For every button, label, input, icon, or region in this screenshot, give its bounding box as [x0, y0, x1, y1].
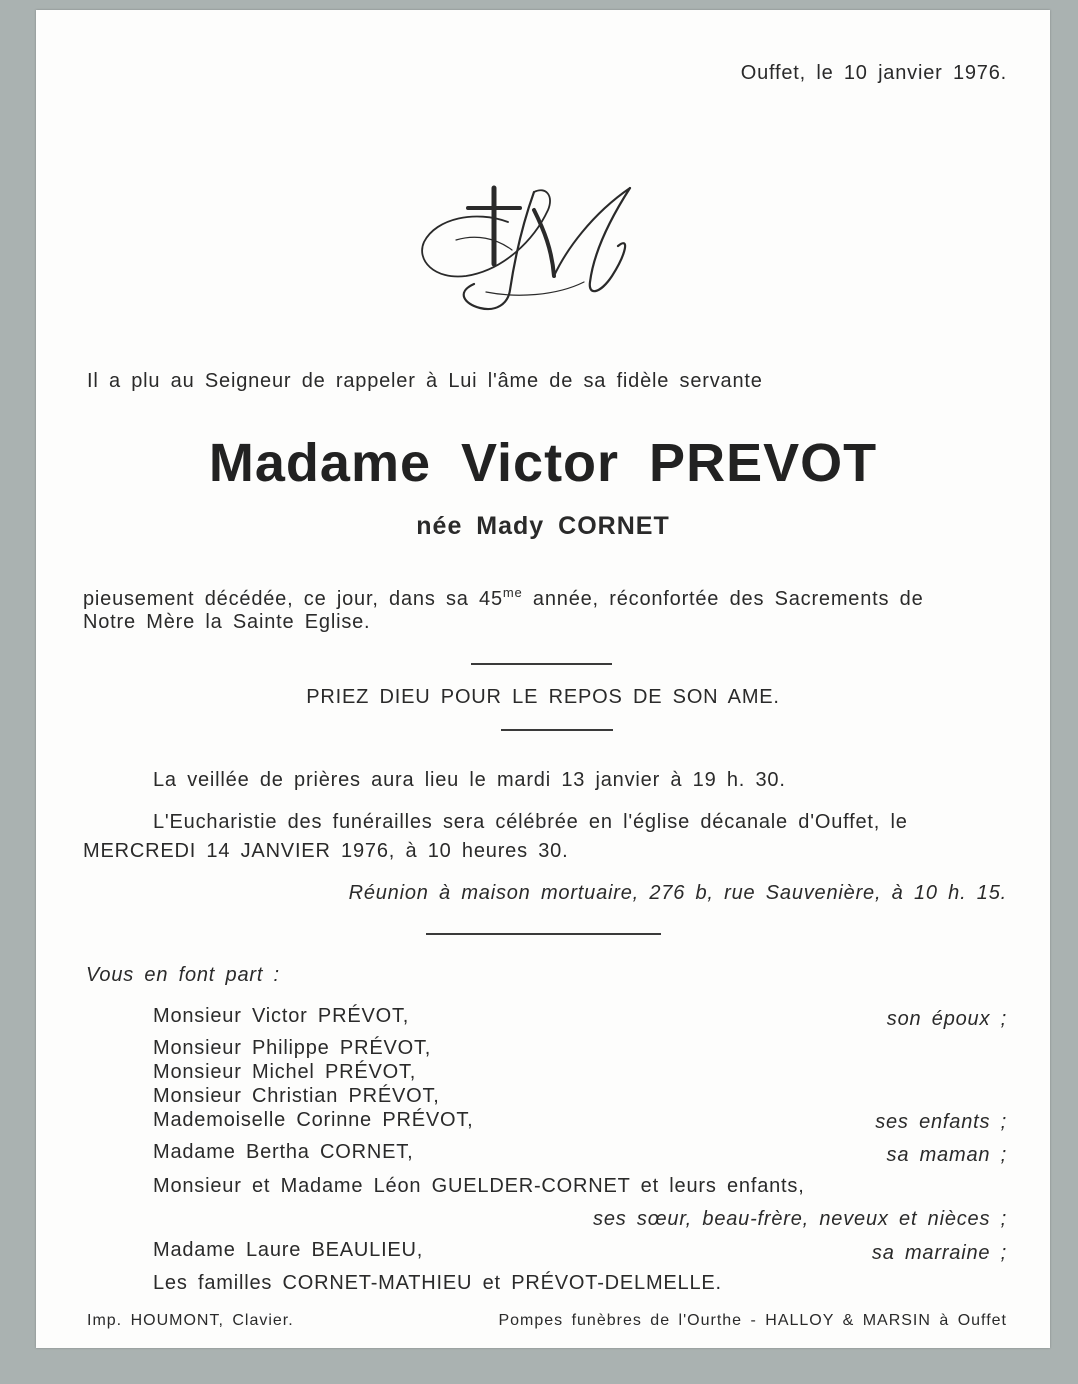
printer-credit: Imp. HOUMONT, Clavier. [87, 1312, 294, 1329]
relation-mother: sa maman ; [886, 1144, 1007, 1166]
funeral-line2: MERCREDI 14 JANVIER 1976, à 10 heures 30. [83, 840, 569, 862]
death-notice-line1 [83, 585, 1007, 611]
family-godmother: Madame Laure BEAULIEU, [153, 1239, 424, 1261]
death-notice-part1: pieusement décédée, ce jour, dans sa $45^{me}$ année, réconfortée des Sacrements de [83, 585, 924, 610]
family-sibling: Monsieur et Madame Léon GUELDER-CORNET et leurs enfants, [153, 1175, 805, 1197]
family-child: Monsieur Michel PRÉVOT, [153, 1061, 417, 1083]
undertaker-credit: Pompes funèbres de l'Ourthe - HALLOY & MARSIN à Ouffet [498, 1312, 1007, 1329]
divider-rule [471, 663, 612, 665]
cross-monogram-emblem [416, 180, 648, 315]
family-child: Monsieur Christian PRÉVOT, [153, 1085, 440, 1107]
relation-children: ses enfants ; [875, 1111, 1007, 1133]
family-families: Les familles CORNET-MATHIEU et PRÉVOT-DELMELLE. [153, 1272, 722, 1294]
relation-husband: son époux ; [886, 1008, 1007, 1030]
family-child: Monsieur Philippe PRÉVOT, [153, 1037, 432, 1059]
divider-rule [501, 729, 613, 731]
intro-text: Il a plu au Seigneur de rappeler à Lui l'âme de sa fidèle servante [87, 370, 763, 392]
funeral-line1: L'Eucharistie des funérailles sera célébrée en l'église décanale d'Ouffet, le [153, 811, 908, 833]
death-notice-line2: Notre Mère la Sainte Eglise. [83, 611, 371, 633]
family-husband: Monsieur Victor PRÉVOT, [153, 1005, 410, 1027]
place-date: Ouffet, le 10 janvier 1976. [740, 62, 1007, 84]
relation-godmother: sa marraine ; [871, 1242, 1007, 1264]
obituary-card [36, 10, 1050, 1348]
deceased-name: Madame Victor PREVOT [208, 433, 878, 493]
maiden-name: née Mady CORNET [416, 512, 670, 540]
meeting-text: Réunion à maison mortuaire, 276 b, rue Sauvenière, à 10 h. 15. [348, 882, 1007, 904]
relation-sibling: ses sœur, beau-frère, neveux et nièces ; [593, 1208, 1007, 1230]
divider-rule [426, 933, 661, 935]
vigil-text: La veillée de prières aura lieu le mardi 13 janvier à 19 h. 30. [153, 769, 786, 791]
family-child: Mademoiselle Corinne PRÉVOT, [153, 1109, 474, 1131]
prayer-text: PRIEZ DIEU POUR LE REPOS DE SON AME. [306, 686, 780, 708]
family-mother: Madame Bertha CORNET, [153, 1141, 414, 1163]
family-intro: Vous en font part : [86, 964, 280, 986]
